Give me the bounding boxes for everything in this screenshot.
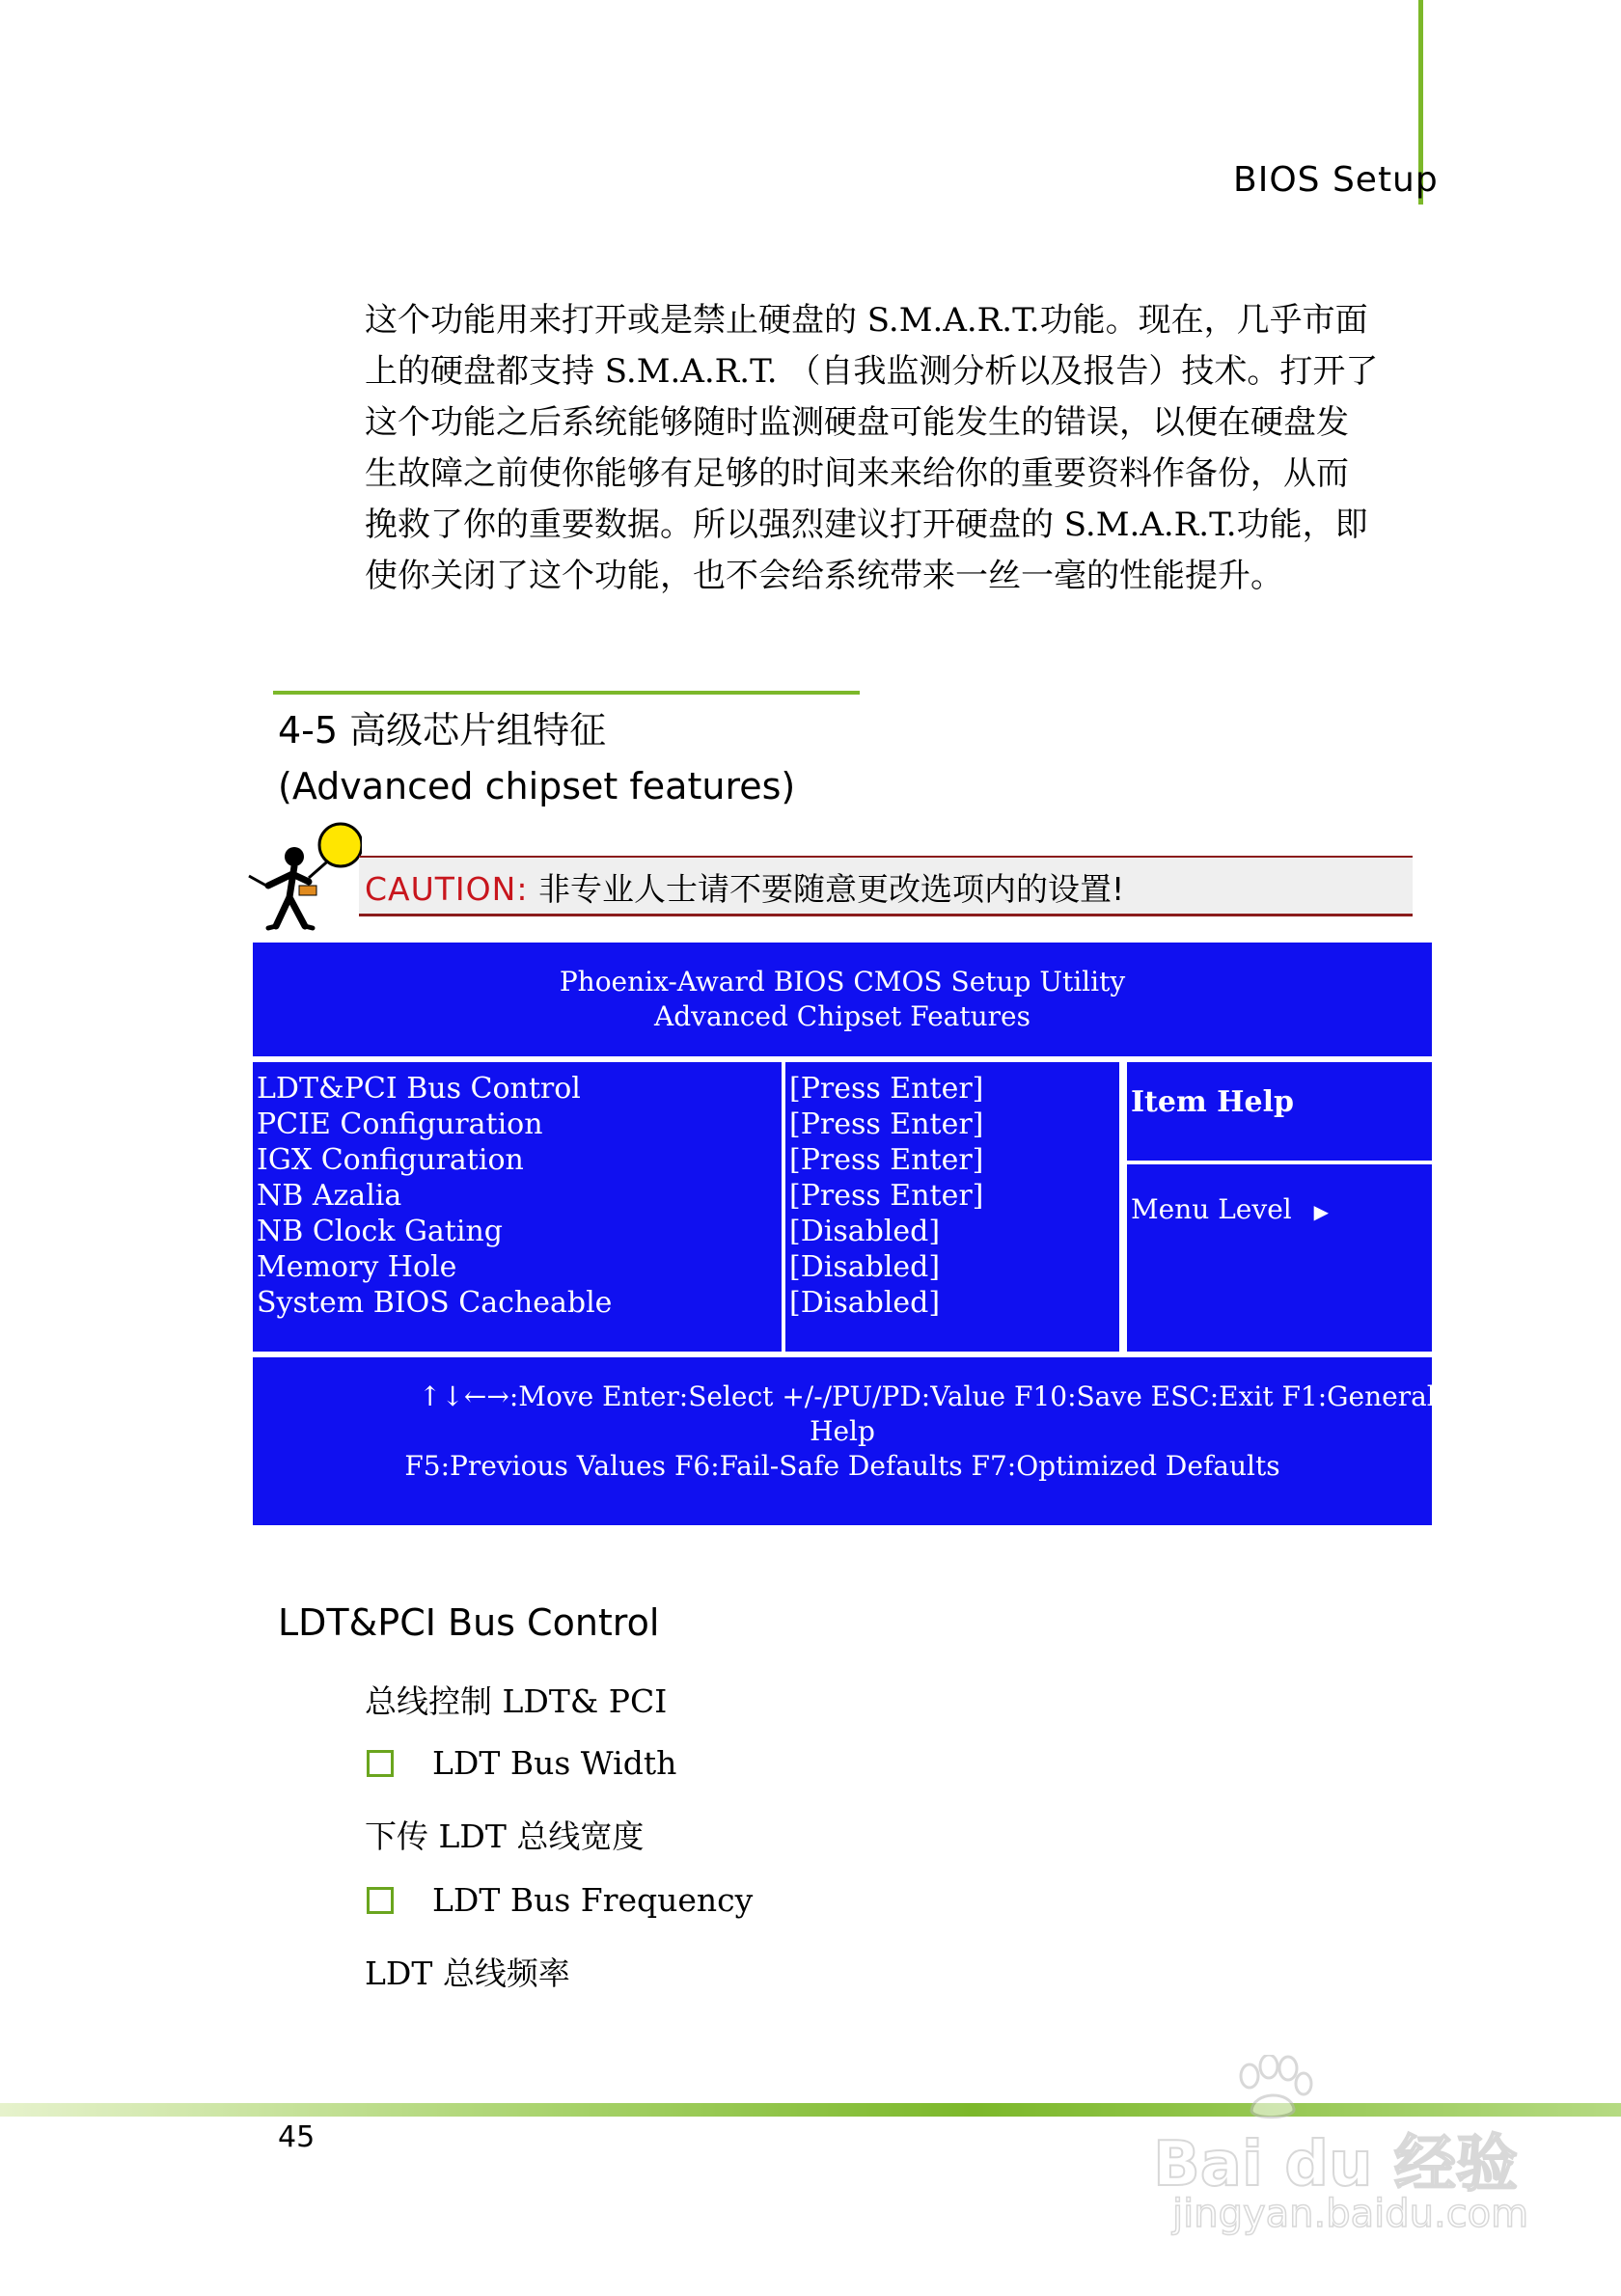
bios-item-name[interactable]: LDT&PCI Bus Control [257, 1072, 581, 1106]
bios-item-value[interactable]: [Disabled] [789, 1215, 941, 1248]
bios-item-value[interactable]: [Disabled] [789, 1286, 941, 1320]
bios-item-value[interactable]: [Press Enter] [789, 1072, 984, 1106]
watermark-brand: Bai du 经验 [1153, 2129, 1518, 2200]
bios-item-name[interactable]: PCIE Configuration [257, 1107, 543, 1141]
ldt-description: 总线控制 LDT& PCI [365, 1682, 668, 1720]
bios-item-name[interactable]: NB Clock Gating [257, 1215, 503, 1248]
bios-item-value[interactable]: [Press Enter] [789, 1179, 984, 1213]
item-help-title: Item Help [1131, 1085, 1294, 1119]
ldt-option-label: LDT Bus Width [432, 1744, 677, 1782]
intro-line: 这个功能用来打开或是禁止硬盘的 S.M.A.R.T.功能。现在，几乎市面 [365, 301, 1368, 340]
page-number: 45 [278, 2120, 316, 2154]
caution-figure-icon [241, 818, 362, 934]
bios-help-header [1127, 1062, 1432, 1161]
watermark-url: jingyan.baidu.com [1172, 2192, 1529, 2236]
ldt-option-desc: LDT 总线频率 [365, 1954, 570, 1992]
caution-notice [365, 864, 1124, 910]
triangle-right-icon: ▶ [1313, 1200, 1330, 1223]
caution-message: 非专业人士请不要随意更改选项内的设置! [537, 870, 1125, 908]
ldt-heading: LDT&PCI Bus Control [278, 1601, 660, 1644]
bios-item-name[interactable]: Memory Hole [257, 1250, 457, 1284]
baidu-watermark [1143, 2055, 1539, 2238]
bios-item-names [253, 1062, 782, 1352]
menu-level [1131, 1193, 1329, 1225]
menu-level-label: Menu Level [1131, 1193, 1292, 1225]
bios-footer-defaults: F5:Previous Values F6:Fail-Safe Defaults F7:Optimized Defaults [404, 1450, 1280, 1482]
bios-item-value[interactable]: [Press Enter] [789, 1107, 984, 1141]
bios-subtitle: Advanced Chipset Features [654, 1000, 1030, 1032]
checkbox-bullet-icon [367, 1887, 394, 1914]
intro-line: 使你关闭了这个功能，也不会给系统带来一丝一毫的性能提升。 [365, 557, 1283, 595]
bios-screen [251, 941, 1434, 1529]
intro-line: 上的硬盘都支持 S.M.A.R.T. （自我监测分析以及报告）技术。打开了 [365, 352, 1379, 391]
bios-header [253, 943, 1432, 1056]
bios-footer-keys: ↑↓←→:Move Enter:Select +/-/PU/PD:Value F10:Save ESC:Exit F1:General [419, 1380, 1436, 1412]
bios-item-value[interactable]: [Press Enter] [789, 1143, 984, 1177]
bios-item-values [785, 1062, 1119, 1352]
intro-line: 这个功能之后系统能够随时监测硬盘可能发生的错误，以便在硬盘发 [365, 403, 1349, 442]
bios-title: Phoenix-Award BIOS CMOS Setup Utility [559, 966, 1126, 998]
bios-footer-help: Help [810, 1415, 875, 1447]
bios-item-name[interactable]: NB Azalia [257, 1179, 402, 1213]
checkbox-bullet-icon [367, 1750, 394, 1777]
section-title [278, 702, 795, 814]
ldt-option-label: LDT Bus Frequency [432, 1881, 754, 1919]
ldt-option-desc: 下传 LDT 总线宽度 [365, 1818, 645, 1855]
bios-footer [253, 1357, 1436, 1525]
bios-item-value[interactable]: [Disabled] [789, 1250, 941, 1284]
intro-line: 挽救了你的重要数据。所以强烈建议打开硬盘的 S.M.A.R.T.功能，即 [365, 506, 1368, 544]
bios-item-name[interactable]: System BIOS Cacheable [257, 1286, 613, 1320]
caution-label: CAUTION: [365, 870, 529, 908]
header-title: BIOS Setup [1233, 160, 1439, 200]
section-rule [273, 691, 860, 695]
bios-item-name[interactable]: IGX Configuration [257, 1143, 524, 1177]
intro-paragraph [365, 295, 1407, 602]
paw-icon [1230, 2055, 1317, 2122]
bios-help-panel [1127, 1164, 1432, 1352]
section-title-cn: 4-5 高级芯片组特征 [278, 709, 607, 752]
intro-line: 生故障之前使你能够有足够的时间来来给你的重要资料作备份，从而 [365, 454, 1349, 493]
section-title-en: (Advanced chipset features) [278, 765, 796, 807]
